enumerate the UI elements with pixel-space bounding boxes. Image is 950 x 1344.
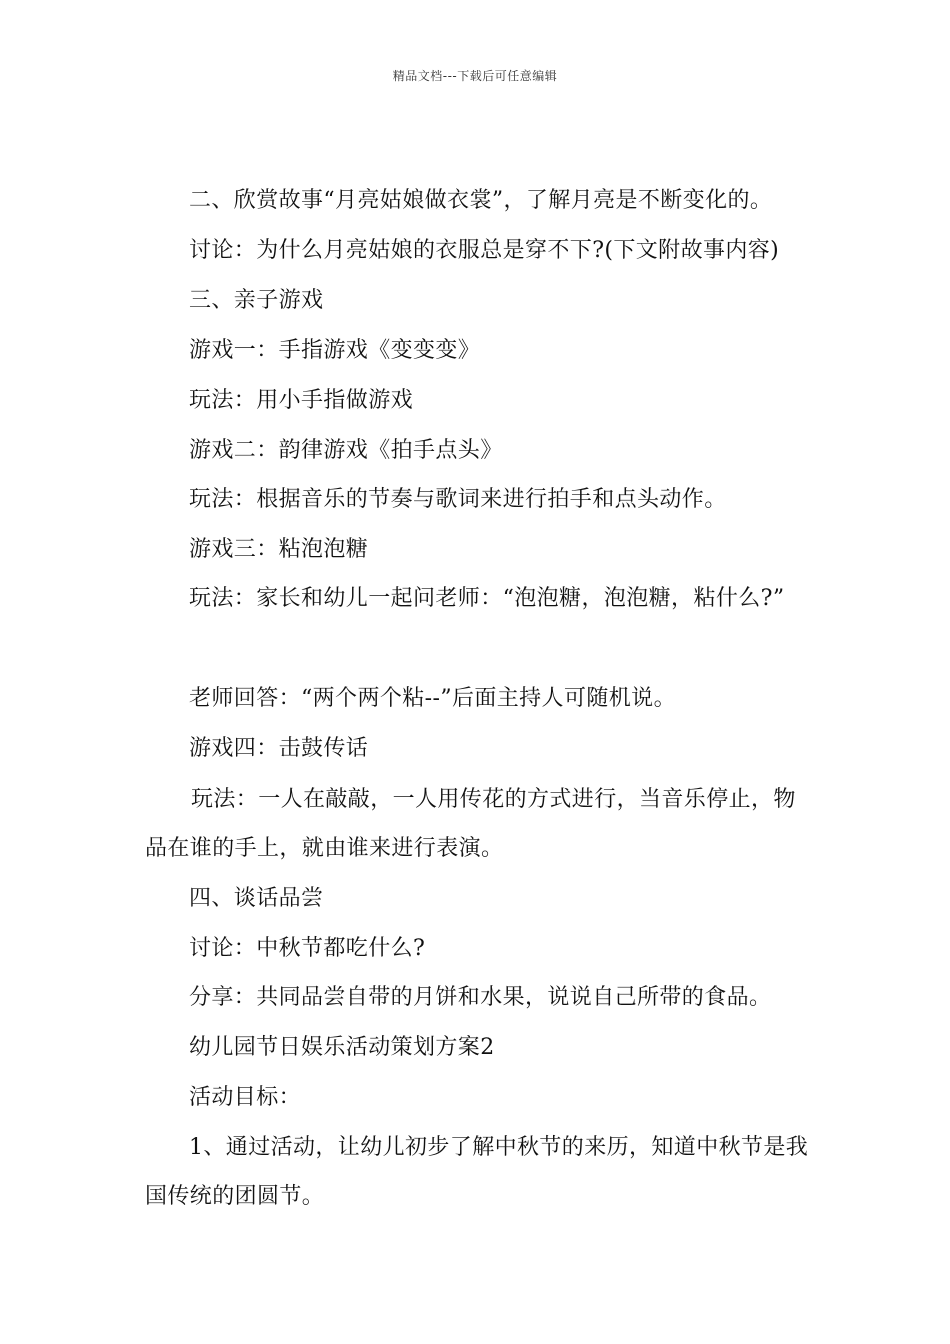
game-one-rules: 玩法：用小手指做游戏: [189, 388, 414, 413]
share-line: 分享：共同品尝自带的月饼和水果，说说自己所带的食品。: [189, 985, 772, 1010]
page-header: 精品文档---下载后可任意编辑: [392, 69, 558, 83]
game-four-rules-part2: 品在谁的手上，就由谁来进行表演。: [145, 836, 504, 861]
game-four-rules-part1: 玩法：一人在敲敲，一人用传花的方式进行，当音乐停止，物: [191, 787, 796, 812]
teacher-answer-line: 老师回答：“两个两个粘--”后面主持人可随机说。: [189, 686, 676, 711]
goal-one-part2: 国传统的团圆节。: [145, 1184, 325, 1209]
discussion-line: 讨论：为什么月亮姑娘的衣服总是穿不下?(下文附故事内容): [189, 238, 780, 263]
game-two-rules: 玩法：根据音乐的节奏与歌词来进行拍手和点头动作。: [189, 487, 727, 512]
section-heading-tasting: 四、谈话品尝: [189, 886, 324, 911]
game-four-title: 游戏四：击鼓传话: [189, 736, 369, 761]
game-two-title: 游戏二：韵律游戏《拍手点头》: [189, 438, 503, 463]
game-three-rules: 玩法：家长和幼儿一起问老师：“泡泡糖，泡泡糖，粘什么?”: [189, 586, 785, 611]
section-heading-story: 二、欣赏故事“月亮姑娘做衣裳”，了解月亮是不断变化的。: [189, 188, 773, 213]
plan-title-2: 幼儿园节日娱乐活动策划方案2: [189, 1035, 495, 1060]
section-heading-games: 三、亲子游戏: [189, 288, 324, 313]
activity-goals-heading: 活动目标：: [189, 1085, 302, 1110]
game-one-title: 游戏一：手指游戏《变变变》: [189, 338, 481, 363]
discussion-food-line: 讨论：中秋节都吃什么?: [189, 936, 426, 961]
game-three-title: 游戏三：粘泡泡糖: [189, 537, 369, 562]
goal-one-part1: 1、通过活动，让幼儿初步了解中秋节的来历，知道中秋节是我: [189, 1135, 809, 1160]
